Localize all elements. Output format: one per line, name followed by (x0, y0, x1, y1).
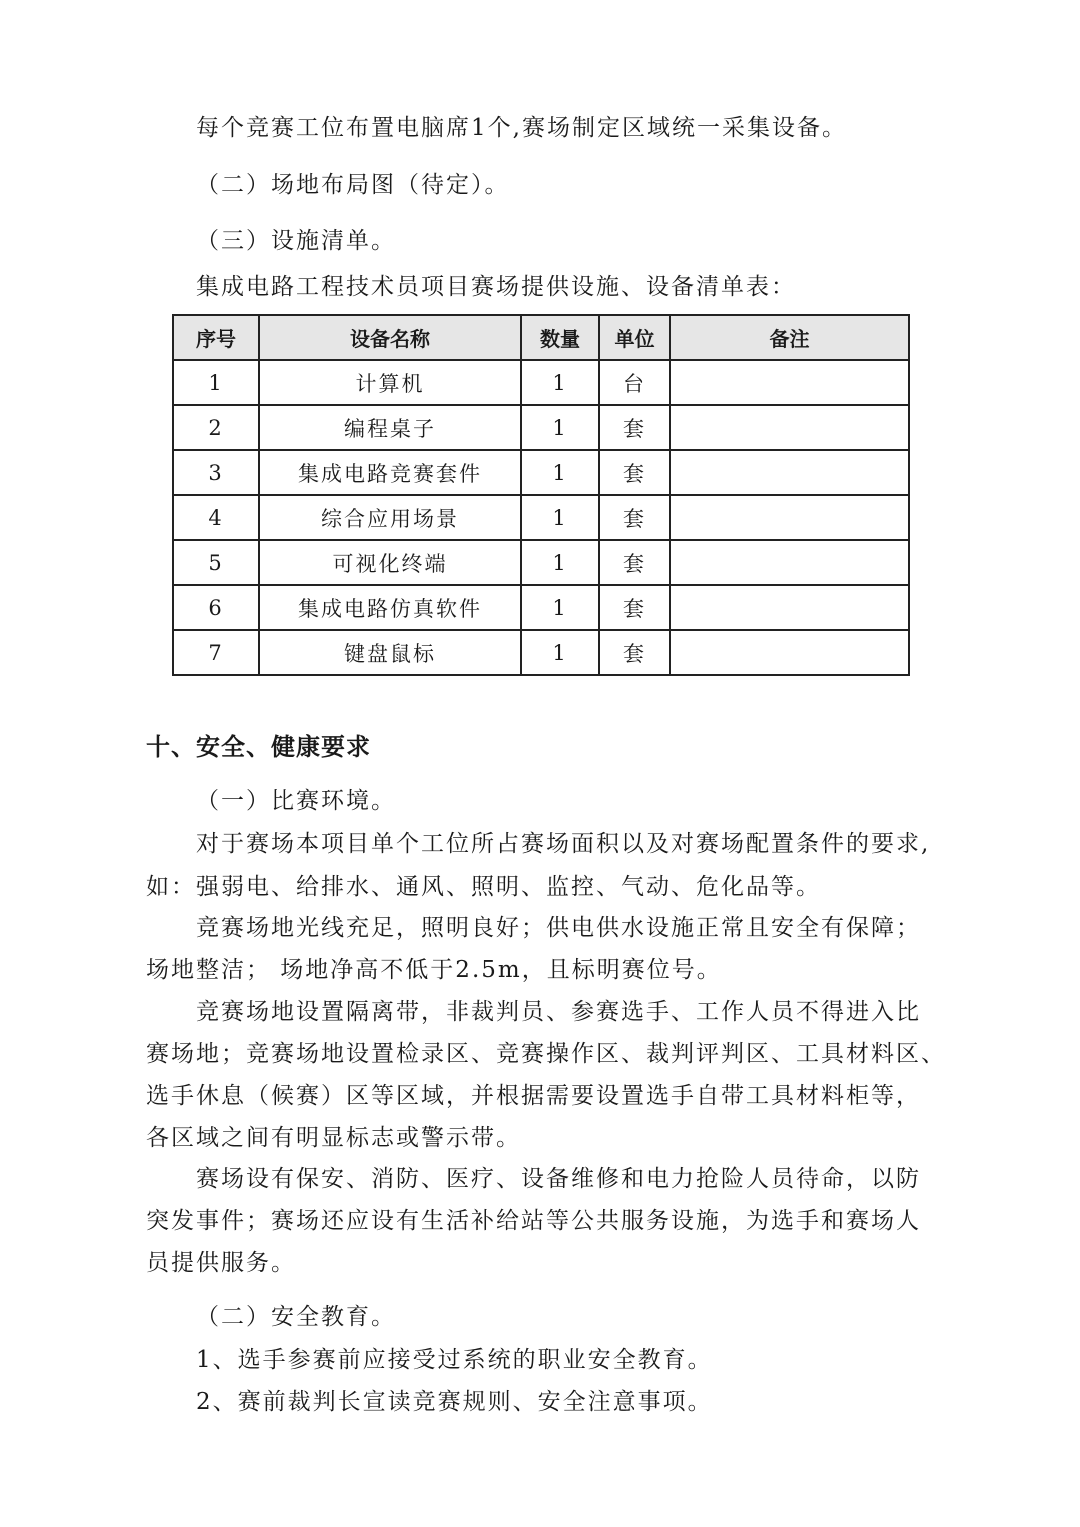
header-name: 设备名称 (259, 315, 521, 360)
cell-unit: 套 (599, 495, 670, 540)
subsection-heading-safety-education: （二）安全教育。 (196, 1304, 396, 1330)
paragraph-line: 每个竞赛工位布置电脑席1个,赛场制定区域统一采集设备。 (196, 115, 847, 141)
table-header-row (173, 315, 909, 360)
cell-unit: 台 (599, 360, 670, 405)
table-row (173, 630, 909, 675)
subsection-heading-facilities: （三）设施清单。 (196, 228, 396, 254)
table-caption: 集成电路工程技术员项目赛场提供设施、设备清单表： (196, 274, 796, 300)
cell-unit: 套 (599, 585, 670, 630)
cell-quantity: 1 (521, 405, 599, 450)
cell-quantity: 1 (521, 360, 599, 405)
cell-name: 计算机 (259, 360, 521, 405)
paragraph-line: 对于赛场本项目单个工位所占赛场面积以及对赛场配置条件的要求, (196, 831, 931, 857)
cell-name: 可视化终端 (259, 540, 521, 585)
table-row (173, 495, 909, 540)
cell-name: 集成电路竞赛套件 (259, 450, 521, 495)
header-remark: 备注 (670, 315, 909, 360)
cell-name: 集成电路仿真软件 (259, 585, 521, 630)
section-title: 十、安全、健康要求 (146, 733, 371, 761)
cell-remark (670, 540, 909, 585)
cell-index: 5 (173, 540, 259, 585)
cell-index: 3 (173, 450, 259, 495)
cell-quantity: 1 (521, 450, 599, 495)
cell-quantity: 1 (521, 630, 599, 675)
equipment-table (172, 314, 910, 676)
cell-remark (670, 495, 909, 540)
table-row (173, 540, 909, 585)
cell-remark (670, 585, 909, 630)
paragraph-line: 选手休息（候赛）区等区域，并根据需要设置选手自带工具材料柜等， (146, 1083, 921, 1109)
table-row (173, 585, 909, 630)
cell-remark (670, 360, 909, 405)
paragraph-line: 如：强弱电、给排水、通风、照明、监控、气动、危化品等。 (146, 874, 821, 900)
cell-unit: 套 (599, 405, 670, 450)
subsection-heading-environment: （一）比赛环境。 (196, 788, 396, 814)
paragraph-line: 员提供服务。 (146, 1250, 296, 1276)
cell-unit: 套 (599, 540, 670, 585)
paragraph-line: 突发事件；赛场还应设有生活补给站等公共服务设施，为选手和赛场人 (146, 1208, 921, 1234)
cell-quantity: 1 (521, 540, 599, 585)
paragraph-line: 场地整洁； 场地净高不低于2.5m，且标明赛位号。 (146, 957, 722, 983)
cell-index: 7 (173, 630, 259, 675)
paragraph-line: 赛场地；竞赛场地设置检录区、竞赛操作区、裁判评判区、工具材料区、 (146, 1041, 946, 1067)
paragraph-line: 竞赛场地光线充足，照明良好；供电供水设施正常且安全有保障； (196, 915, 921, 941)
header-index: 序号 (173, 315, 259, 360)
cell-name: 综合应用场景 (259, 495, 521, 540)
table-row (173, 405, 909, 450)
cell-unit: 套 (599, 630, 670, 675)
list-item: 1、选手参赛前应接受过系统的职业安全教育。 (196, 1347, 713, 1373)
paragraph-line: 竞赛场地设置隔离带，非裁判员、参赛选手、工作人员不得进入比 (196, 999, 921, 1025)
cell-index: 4 (173, 495, 259, 540)
table-row (173, 360, 909, 405)
cell-name: 编程桌子 (259, 405, 521, 450)
table-row (173, 450, 909, 495)
header-unit: 单位 (599, 315, 670, 360)
cell-name: 键盘鼠标 (259, 630, 521, 675)
list-item: 2、赛前裁判长宣读竞赛规则、安全注意事项。 (196, 1389, 713, 1415)
subsection-heading-layout: （二）场地布局图（待定）。 (196, 172, 510, 198)
cell-index: 2 (173, 405, 259, 450)
cell-index: 6 (173, 585, 259, 630)
cell-quantity: 1 (521, 585, 599, 630)
cell-index: 1 (173, 360, 259, 405)
cell-unit: 套 (599, 450, 670, 495)
cell-remark (670, 405, 909, 450)
paragraph-line: 各区域之间有明显标志或警示带。 (146, 1125, 521, 1151)
cell-remark (670, 450, 909, 495)
header-quantity: 数量 (521, 315, 599, 360)
cell-quantity: 1 (521, 495, 599, 540)
paragraph-line: 赛场设有保安、消防、医疗、设备维修和电力抢险人员待命，以防 (196, 1166, 921, 1192)
cell-remark (670, 630, 909, 675)
